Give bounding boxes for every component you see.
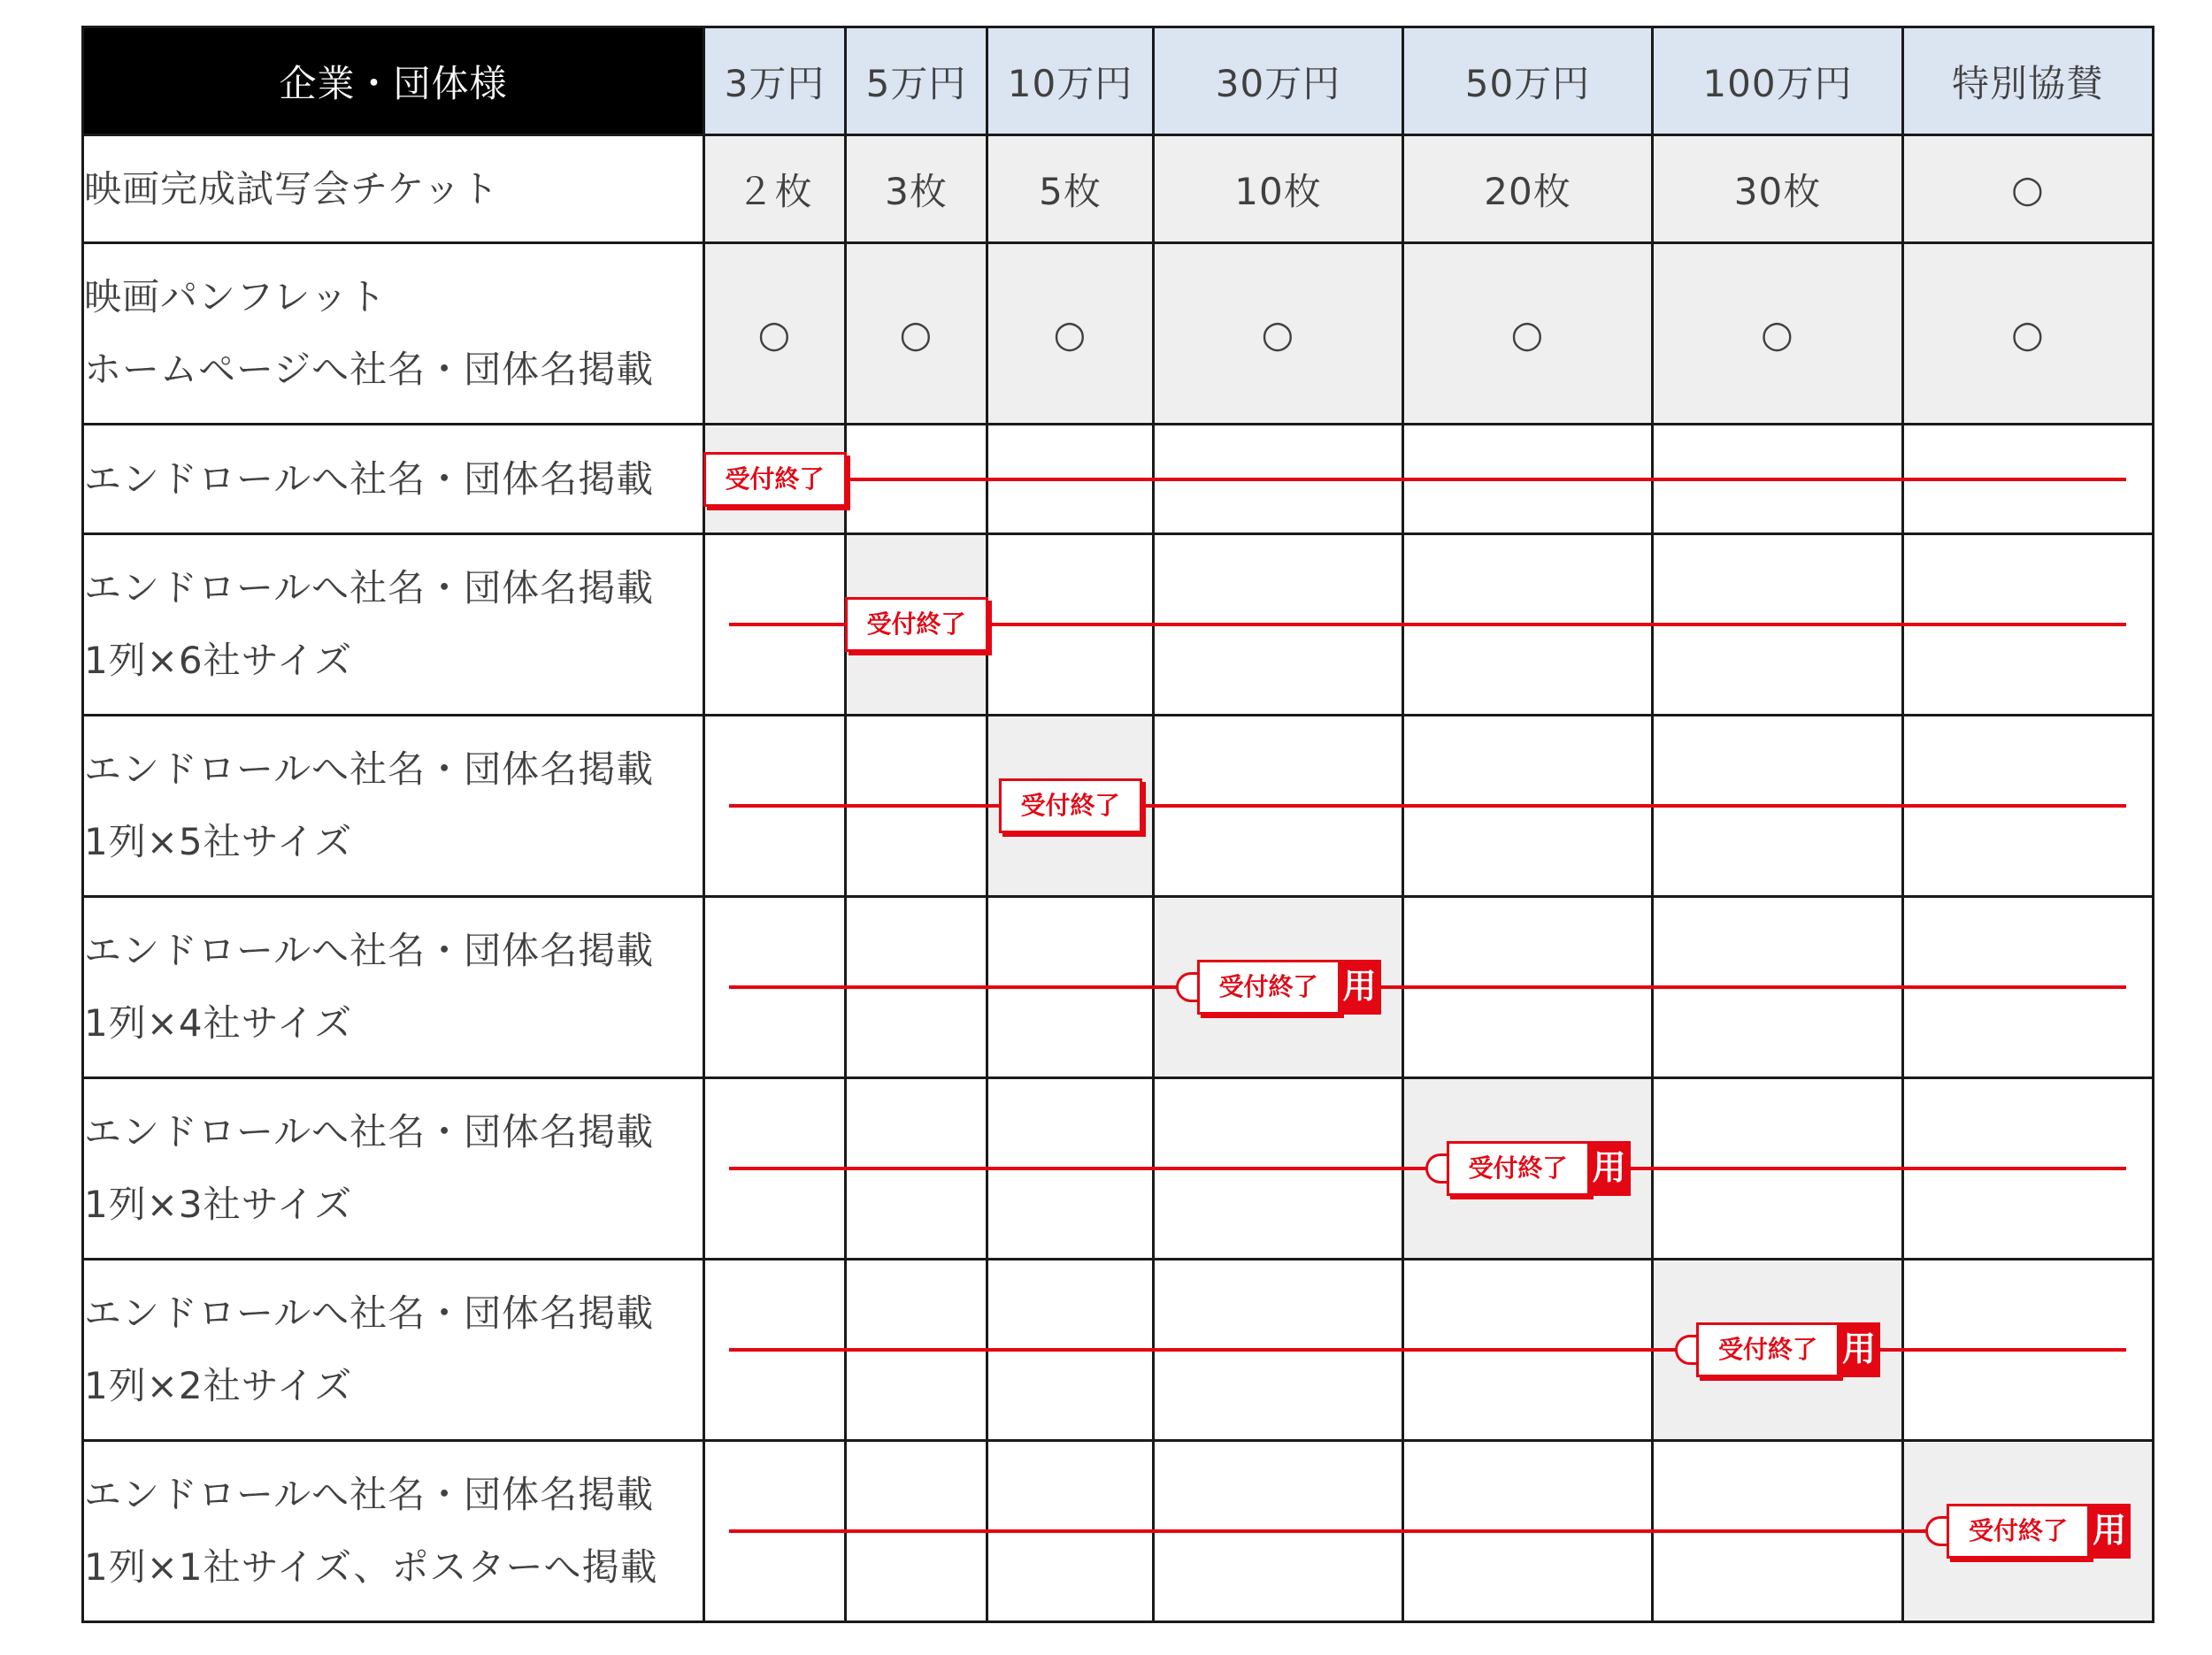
benefit-label-line: エンドロールへ社名・団体名掲載 [84,566,655,609]
closed-stamp-label: 受付終了 [1696,1322,1839,1377]
closed-stamp-icon [1925,1504,2131,1559]
benefit-label [83,243,704,425]
closed-stamp-suffix: 用 [1339,960,1381,1015]
benefit-label [83,897,704,1078]
benefit-label [83,1260,704,1441]
closed-stamp-icon [998,778,1141,833]
benefit-value: 30枚 [1653,135,1903,243]
strike-line [729,1529,2127,1533]
closed-stamp-label: 受付終了 [998,778,1141,833]
tier-header: 100万円 [1653,27,1903,135]
corner-header: 企業・団体様 [83,27,704,135]
benefit-value: 3枚 [846,135,987,243]
benefit-label-line: 1列×4社サイズ [84,1001,353,1045]
benefit-label [83,716,704,897]
circle-icon: ○ [704,243,846,425]
closed-stamp-label: 受付終了 [1947,1504,2090,1559]
benefit-label [83,135,704,243]
strike-line [729,1348,2127,1352]
closed-stamp-icon [703,452,846,507]
circle-icon: ○ [846,243,987,425]
closed-stamp-suffix: 用 [1838,1322,1880,1377]
benefit-value: 20枚 [1403,135,1653,243]
circle-icon: ○ [987,243,1154,425]
benefit-label-line: ホームページへ社名・団体名掲載 [84,348,655,391]
benefit-label-line: エンドロールへ社名・団体名掲載 [84,456,655,501]
closed-stamp-label: 受付終了 [1196,960,1340,1015]
benefit-label-line: エンドロールへ社名・団体名掲載 [84,1110,655,1153]
benefit-label [83,1441,704,1622]
stamp-knob [1675,1335,1698,1365]
benefit-row [83,243,2154,425]
tier-header: 3万円 [704,27,846,135]
stamp-knob [1425,1153,1448,1184]
closed-stamp-icon [1175,960,1380,1015]
benefit-value: 5枚 [987,135,1154,243]
benefit-label-line: 映画完成試写会チケット [84,166,500,211]
closed-stamp-icon [844,597,987,652]
closed-stamp-icon [1675,1322,1880,1377]
benefit-label-line: エンドロールへ社名・団体名掲載 [84,747,655,791]
benefit-label-line: エンドロールへ社名・団体名掲載 [84,929,655,972]
strike-line [713,478,2127,481]
benefit-label-line: 1列×5社サイズ [84,820,353,863]
benefit-label-line: 1列×6社サイズ [84,639,353,682]
circle-icon: ○ [1903,135,2154,243]
benefit-label-line: 1列×3社サイズ [84,1183,353,1226]
stamp-knob [1925,1516,1948,1546]
benefit-label-line: 1列×1社サイズ、ポスターへ掲載 [84,1545,658,1589]
circle-icon: ○ [1403,243,1653,425]
tier-header: 5万円 [846,27,987,135]
closed-stamp-label: 受付終了 [1446,1141,1589,1196]
benefit-label-line: エンドロールへ社名・団体名掲載 [84,1473,655,1516]
strike-line [729,804,2127,808]
benefit-label [83,425,704,534]
closed-stamp-icon [1425,1141,1630,1196]
tier-header: 50万円 [1403,27,1653,135]
tier-header-row [83,27,2154,135]
tier-header: 10万円 [987,27,1154,135]
closed-stamp-label: 受付終了 [844,597,987,652]
strike-line [729,985,2127,989]
benefit-label-line: エンドロールへ社名・団体名掲載 [84,1291,655,1335]
closed-stamp-suffix: 用 [1588,1141,1631,1196]
benefit-row [83,135,2154,243]
benefit-label-line: 1列×2社サイズ [84,1364,353,1407]
circle-icon: ○ [1653,243,1903,425]
benefit-value: 10枚 [1154,135,1403,243]
closed-stamp-suffix: 用 [2088,1504,2131,1559]
circle-icon: ○ [1154,243,1403,425]
benefit-label [83,534,704,716]
closed-stamp-label: 受付終了 [703,452,846,507]
benefit-value: ２枚 [704,135,846,243]
stamp-knob [1175,972,1198,1002]
benefit-label [83,1078,704,1260]
benefit-label-line: 映画パンフレット [84,275,387,318]
benefits-body [83,135,2154,1622]
tier-header: 特別協賛 [1903,27,2154,135]
tier-header: 30万円 [1154,27,1403,135]
circle-icon: ○ [1903,243,2154,425]
